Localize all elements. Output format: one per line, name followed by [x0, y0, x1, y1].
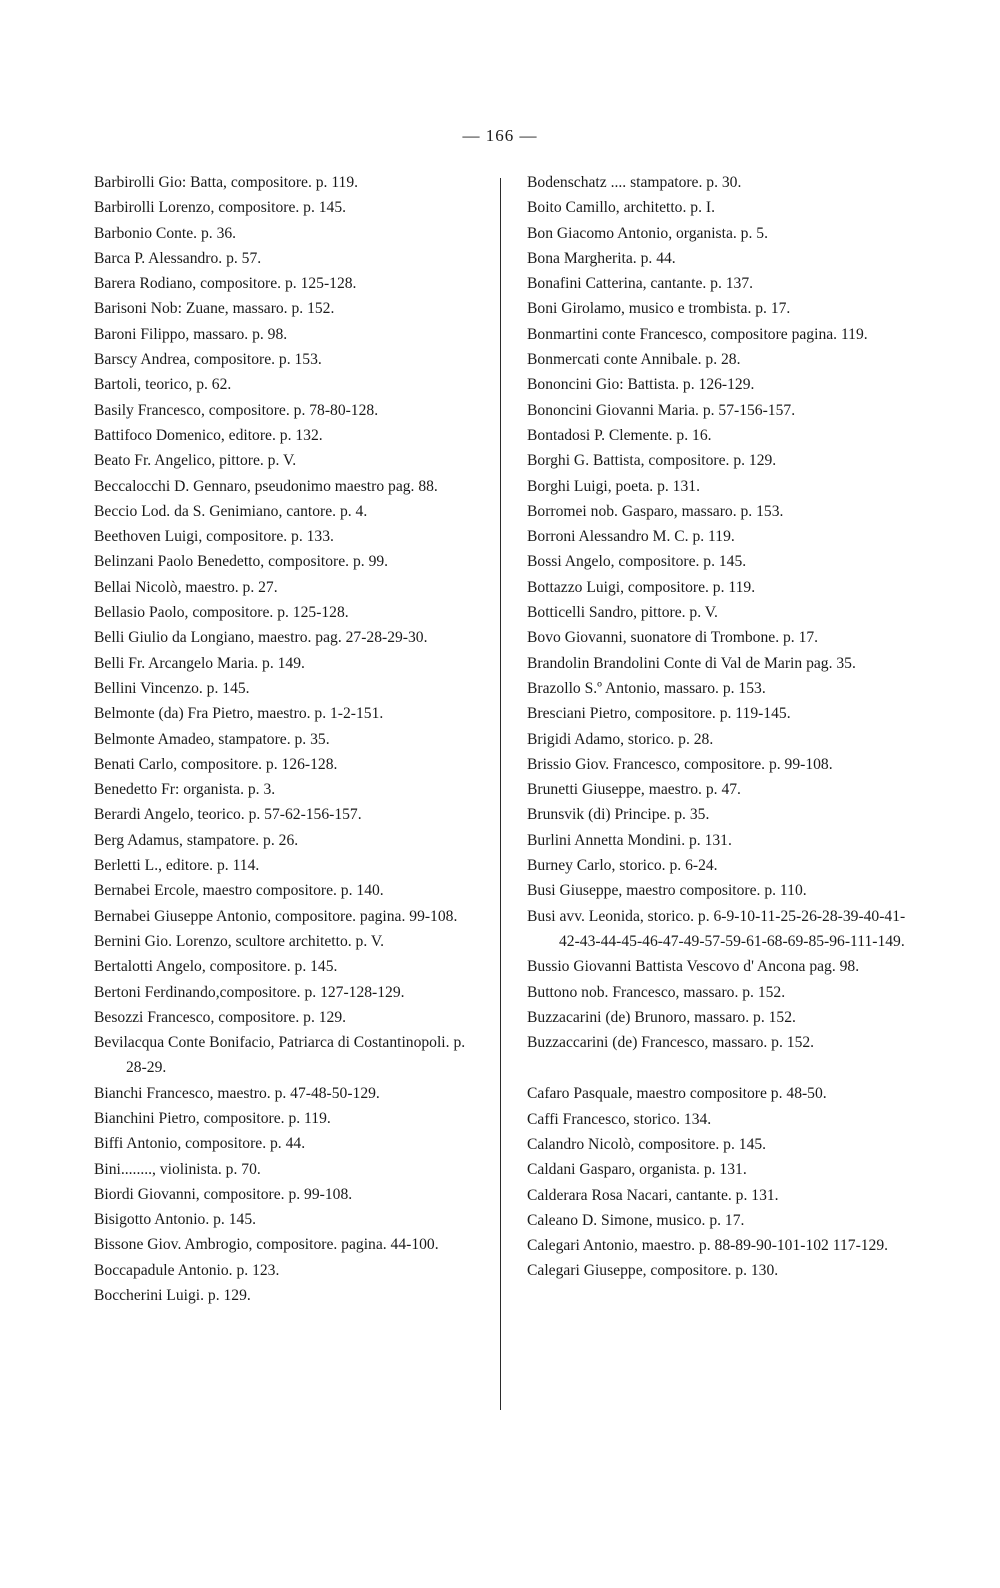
index-entry: Barera Rodiano, compositore. p. 125-128.	[94, 275, 357, 293]
index-entry: Botticelli Sandro, pittore. p. V.	[527, 604, 718, 622]
index-entry: Boni Girolamo, musico e trombista. p. 17.	[527, 300, 791, 318]
index-entry: Calderara Rosa Nacari, cantante. p. 131.	[527, 1186, 779, 1204]
letter-section-gap	[527, 1055, 913, 1081]
index-entry: Burlini Annetta Mondini. p. 131.	[527, 831, 732, 849]
index-entry: Beato Fr. Angelico, pittore. p. V.	[94, 452, 297, 470]
index-entry: Brandolin Brandolini Conte di Val de Marin pag. 35.	[527, 654, 856, 672]
index-entry: Boccherini Luigi. p. 129.	[94, 1287, 251, 1305]
index-entry: Berardi Angelo, teorico. p. 57-62-156-157.	[94, 806, 362, 824]
index-entry: Buzzaccarini (de) Francesco, massaro. p. 152.	[527, 1034, 815, 1052]
index-entry: Bianchi Francesco, maestro. p. 47-48-50-129.	[94, 1084, 380, 1102]
index-entry: Cafaro Pasquale, maestro compositore p. 48-50.	[527, 1085, 827, 1103]
index-entry: Bernini Gio. Lorenzo, scultore architetto. p. V.	[94, 932, 385, 950]
index-entry: Barbonio Conte. p. 36.	[94, 224, 237, 242]
index-entry: Bononcini Gio: Battista. p. 126-129.	[527, 376, 755, 394]
index-entry: Borroni Alessandro M. C. p. 119.	[527, 528, 735, 546]
index-entry: Bianchini Pietro, compositore. p. 119.	[94, 1109, 331, 1127]
index-entry: Bertoni Ferdinando,compositore. p. 127-128-129.	[94, 983, 405, 1001]
index-entry: Belli Fr. Arcangelo Maria. p. 149.	[94, 654, 305, 672]
index-entry: Bononcini Giovanni Maria. p. 57-156-157.	[527, 401, 796, 419]
index-entry: Belli Giulio da Longiano, maestro. pag. 27-28-29-30.	[94, 629, 428, 647]
index-entry: Bon Giacomo Antonio, organista. p. 5.	[527, 224, 768, 242]
index-entry: Basily Francesco, compositore. p. 78-80-128.	[94, 401, 379, 419]
index-entry: Bellasio Paolo, compositore. p. 125-128.	[94, 604, 349, 622]
index-entry: Beccio Lod. da S. Genimiano, cantore. p. 4.	[94, 502, 368, 520]
index-entry: Burney Carlo, storico. p. 6-24.	[527, 857, 718, 875]
index-entry: Buzzacarini (de) Brunoro, massaro. p. 152.	[527, 1008, 796, 1026]
index-entry: Brunsvik (di) Principe. p. 35.	[527, 806, 710, 824]
index-entry: Calegari Giuseppe, compositore. p. 130.	[527, 1262, 779, 1280]
index-entry: Battifoco Domenico, editore. p. 132.	[94, 426, 323, 444]
index-entry: Caldani Gasparo, organista. p. 131.	[527, 1161, 747, 1179]
index-entry: Barisoni Nob: Zuane, massaro. p. 152.	[94, 300, 335, 318]
index-entry: Biordi Giovanni, compositore. p. 99-108.	[94, 1185, 353, 1203]
index-entry: Borromei nob. Gasparo, massaro. p. 153.	[527, 502, 784, 520]
index-entry: Caleano D. Simone, musico. p. 17.	[527, 1211, 745, 1229]
index-entry: Buttono nob. Francesco, massaro. p. 152.	[527, 983, 786, 1001]
index-column-right	[527, 170, 913, 1284]
index-entry: Borghi Luigi, poeta. p. 131.	[527, 477, 700, 495]
index-entry: Bevilacqua Conte Bonifacio, Patriarca di Costantinopoli. p. 28-29.	[94, 1034, 466, 1077]
index-entry: Brazollo S.º Antonio, massaro. p. 153.	[527, 679, 766, 697]
index-entry: Bodenschatz .... stampatore. p. 30.	[527, 174, 742, 191]
index-entry: Benedetto Fr: organista. p. 3.	[94, 781, 276, 799]
index-entry: Berletti L., editore. p. 114.	[94, 857, 260, 875]
index-entry: Bonafini Catterina, cantante. p. 137.	[527, 275, 754, 293]
index-entry: Bertalotti Angelo, compositore. p. 145.	[94, 958, 338, 976]
index-entry: Borghi G. Battista, compositore. p. 129.	[527, 452, 777, 470]
index-entry: Bontadosi P. Clemente. p. 16.	[527, 426, 712, 444]
index-entry: Bisigotto Antonio. p. 145.	[94, 1211, 257, 1229]
index-entry: Bini........, violinista. p. 70.	[94, 1160, 261, 1178]
index-entry: Bartoli, teorico, p. 62.	[94, 376, 232, 394]
index-entry: Boito Camillo, architetto. p. I.	[527, 199, 715, 217]
index-entry: Bernabei Ercole, maestro compositore. p. 140.	[94, 882, 384, 900]
index-entry: Brigidi Adamo, storico. p. 28.	[527, 730, 714, 748]
index-entry: Calegari Antonio, maestro. p. 88-89-90-101-102 117-129.	[527, 1237, 889, 1255]
index-entry: Bonmartini conte Francesco, compositore pagina. 119.	[527, 325, 868, 343]
index-entry: Bissone Giov. Ambrogio, compositore. pagina. 44-100.	[94, 1236, 439, 1254]
index-entry: Barbirolli Lorenzo, compositore. p. 145.	[94, 199, 347, 217]
index-entry: Biffi Antonio, compositore. p. 44.	[94, 1135, 306, 1153]
index-entry: Bossi Angelo, compositore. p. 145.	[527, 553, 747, 571]
index-entry: Beethoven Luigi, compositore. p. 133.	[94, 528, 334, 546]
index-entry: Barca P. Alessandro. p. 57.	[94, 249, 262, 267]
index-entry: Bona Margherita. p. 44.	[527, 249, 676, 267]
index-entry: Brissio Giov. Francesco, compositore. p. 99-108.	[527, 755, 833, 773]
index-entry: Belmonte (da) Fra Pietro, maestro. p. 1-2-151.	[94, 705, 384, 723]
index-entry: Bresciani Pietro, compositore. p. 119-145.	[527, 705, 791, 723]
index-entry: Belmonte Amadeo, stampatore. p. 35.	[94, 730, 330, 748]
index-entry: Busi Giuseppe, maestro compositore. p. 110.	[527, 882, 807, 900]
index-entry: Calandro Nicolò, compositore. p. 145.	[527, 1135, 767, 1153]
index-entry: Bernabei Giuseppe Antonio, compositore. pagina. 99-108.	[94, 907, 458, 925]
index-entry: Bottazzo Luigi, compositore. p. 119.	[527, 578, 756, 596]
index-entry: Boccapadule Antonio. p. 123.	[94, 1261, 280, 1279]
column-divider	[500, 178, 501, 1410]
index-entry: Berg Adamus, stampatore. p. 26.	[94, 831, 299, 849]
index-entry: Bovo Giovanni, suonatore di Trombone. p. 17.	[527, 629, 819, 647]
index-entry: Caffi Francesco, storico. 134.	[527, 1110, 712, 1128]
index-entry: Baroni Filippo, massaro. p. 98.	[94, 325, 288, 343]
index-entry: Barbirolli Gio: Batta, compositore. p. 119.	[94, 174, 359, 191]
index-entry: Barscy Andrea, compositore. p. 153.	[94, 351, 322, 369]
index-column-left	[94, 170, 486, 1308]
index-entry: Besozzi Francesco, compositore. p. 129.	[94, 1008, 347, 1026]
page-number: — 166 —	[462, 126, 538, 145]
index-entry: Benati Carlo, compositore. p. 126-128.	[94, 755, 338, 773]
index-entry: Belinzani Paolo Benedetto, compositore. p. 99.	[94, 553, 389, 571]
index-entry: Bonmercati conte Annibale. p. 28.	[527, 351, 741, 369]
index-entry: Bellini Vincenzo. p. 145.	[94, 679, 250, 697]
index-entry: Bussio Giovanni Battista Vescovo d' Ancona pag. 98.	[527, 958, 860, 976]
index-entry: Brunetti Giuseppe, maestro. p. 47.	[527, 781, 741, 799]
index-entry: Bellai Nicolò, maestro. p. 27.	[94, 578, 278, 596]
index-entry: Busi avv. Leonida, storico. p. 6-9-10-11-25-26-28-39-40-41-42-43-44-45-46-47-49-57-59-61-68-69-85-96-111-149.	[527, 907, 906, 950]
index-entry: Beccalocchi D. Gennaro, pseudonimo maestro pag. 88.	[94, 477, 438, 495]
